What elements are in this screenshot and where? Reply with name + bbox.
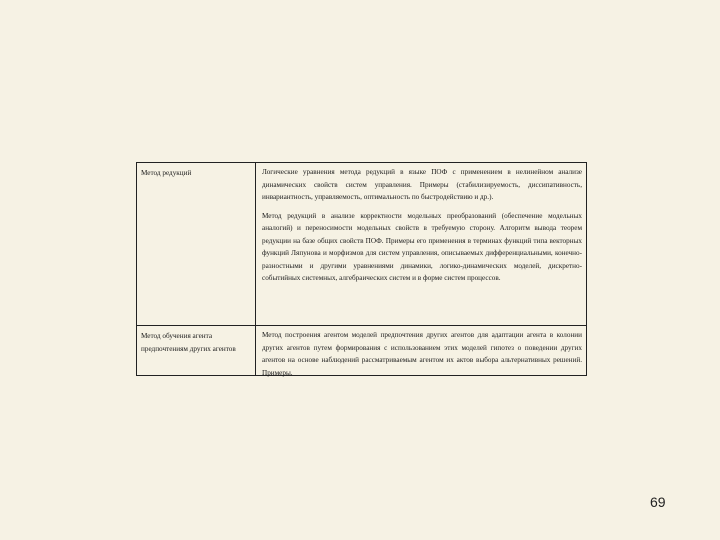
- methods-table: [136, 162, 587, 376]
- table-row: [137, 163, 586, 325]
- description-paragraph: Логические уравнения метода редукций в языке ПОФ с применением в нелинейном анализе динамических свойств систем управления. Примеры (стабилизируемость, диссипативность, инвариантность, управляемость, оптимальность по быстродействию и др.).: [262, 168, 582, 201]
- method-name-cell: Метод редукций: [141, 169, 192, 177]
- table-row: [137, 325, 586, 375]
- method-description-cell: [262, 166, 582, 285]
- column-divider: [255, 163, 256, 325]
- method-name-cell: Метод обучения агента предпочтениям других агентов: [141, 332, 236, 353]
- description-paragraph: Метод редукций в анализе корректности модельных преобразований (обеспечение модельных аналогий) и переносимости модельных свойств в требуемую сторону. Алгоритм вывода теорем редукции на базе общих свойств ПОФ. Примеры его применения в терминах функций типа векторных функций Ляпунова и морфизмов для систем управления, описываемых дифференциальными, конечно-разностными и другими уравнениями динамики, логико-динамических моделей, дискретно-событийных системных, алгебраических систем и в форме систем процессов.: [262, 211, 582, 282]
- description-paragraph: Метод построения агентом моделей предпочтения других агентов для адаптации агента в колонии других агентов путем формирования с использованием этих моделей гипотез о поведении других агентов на основе наблюдений рассматриваемым агентом их актов выбора альтернативных решений. Примеры.: [262, 331, 582, 377]
- method-description-cell: [262, 329, 582, 379]
- column-divider: [255, 326, 256, 375]
- page-number: 69: [650, 494, 666, 510]
